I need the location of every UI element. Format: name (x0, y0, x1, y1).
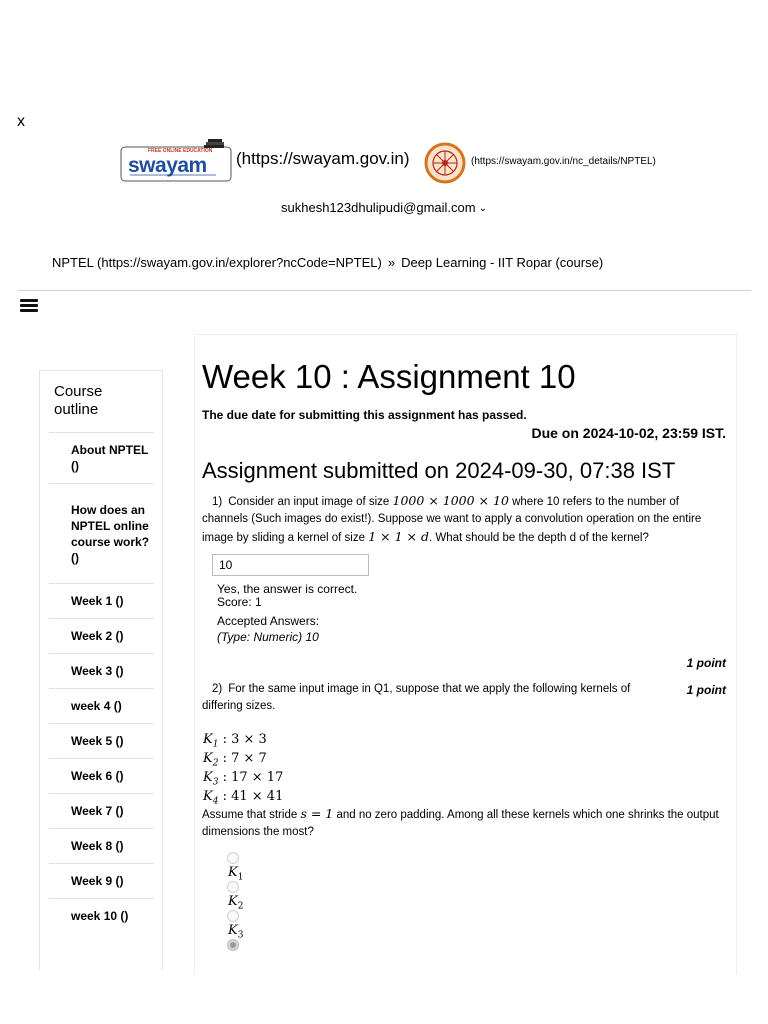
due-passed-notice: The due date for submitting this assignment has passed. (202, 408, 527, 422)
sidebar-item-week-2[interactable]: Week 2 () (49, 618, 154, 653)
sidebar-title: Course outline (54, 383, 103, 418)
kernel-item: $K_4$ : 41 × 41 (203, 789, 284, 807)
course-outline-sidebar (39, 370, 163, 970)
question-1-number: 1) (212, 496, 223, 508)
swayam-logo[interactable] (120, 139, 232, 183)
option-k1-radio[interactable] (227, 852, 239, 864)
math-stride: s = 1 (300, 806, 334, 821)
sidebar-item-week-4[interactable]: week 4 () (49, 688, 154, 723)
user-email: sukhesh123dhulipudi@gmail.com (281, 200, 476, 215)
page-title: Week 10 : Assignment 10 (202, 358, 576, 395)
option-k3-radio[interactable] (227, 910, 239, 922)
question-2-points: 1 point (686, 683, 726, 697)
score-text: Score: 1 (217, 595, 262, 609)
close-button[interactable]: x (17, 113, 25, 130)
chevron-down-icon: ⌄ (478, 203, 487, 214)
accepted-answers-value: (Type: Numeric) 10 (217, 630, 319, 644)
question-1-answer-input[interactable] (212, 554, 369, 576)
sidebar-item-week-7[interactable]: Week 7 () (49, 793, 154, 828)
accepted-answers-label: Accepted Answers: (217, 614, 320, 628)
option-k2-label: $K_2$ (228, 894, 244, 912)
question-2-number: 2) (212, 683, 223, 695)
option-k1-label: $K_1$ (228, 865, 244, 883)
question-2-followup: Assume that stride s = 1 and no zero padding. Among all these kernels which one shrinks the output dimensions the most? (202, 806, 719, 838)
user-menu[interactable] (0, 200, 768, 215)
question-1-text: 1) Consider an input image of size 1000 × 1000 × 10 where 10 refers to the number of channels (Such images do exist!). Suppose we want to apply a convolution operation on the entire image by sliding a kernel of size 1 × 1 × d. What should be the depth d of the kernel? (202, 493, 702, 544)
sidebar-item-week-1[interactable]: Week 1 () (49, 583, 154, 618)
feedback-correct: Yes, the answer is correct. (217, 582, 358, 596)
kernel-item: $K_2$ : 7 × 7 (203, 751, 267, 769)
due-date: Due on 2024-10-02, 23:59 IST. (531, 425, 726, 441)
question-1-feedback (217, 583, 357, 609)
hamburger-menu-icon[interactable] (20, 299, 38, 313)
breadcrumb-current: Deep Learning - IIT Ropar (course) (401, 255, 604, 270)
breadcrumb-separator: » (387, 255, 396, 270)
kernel-item: $K_1$ : 3 × 3 (203, 732, 267, 750)
sidebar-item-week-5[interactable]: Week 5 () (49, 723, 154, 758)
nptel-logo[interactable] (424, 142, 466, 184)
sidebar-item-week-9[interactable]: Week 9 () (49, 863, 154, 898)
kernel-list (203, 733, 283, 809)
math-kernel-size: 1 × 1 × d (368, 529, 429, 544)
kernel-item: $K_3$ : 17 × 17 (203, 770, 284, 788)
svg-text:swayam: swayam (128, 154, 207, 177)
sidebar-item-about-nptel[interactable]: About NPTEL () (49, 432, 154, 483)
breadcrumb (52, 255, 603, 270)
svg-text:FREE ONLINE EDUCATION: FREE ONLINE EDUCATION (148, 148, 213, 154)
sidebar-item-week-10[interactable]: week 10 () (49, 898, 154, 933)
option-k2-radio[interactable] (227, 881, 239, 893)
sidebar-item-week-6[interactable]: Week 6 () (49, 758, 154, 793)
question-1-points: 1 point (686, 656, 726, 670)
option-k3-label: $K_3$ (228, 923, 244, 941)
sidebar-item-how-course-works[interactable]: How does an NPTEL online course work? () (49, 483, 154, 583)
nptel-link[interactable]: (https://swayam.gov.in/nc_details/NPTEL) (471, 156, 656, 167)
sidebar-item-week-3[interactable]: Week 3 () (49, 653, 154, 688)
option-k4-radio[interactable] (227, 939, 239, 951)
divider (18, 290, 751, 291)
breadcrumb-nptel-link[interactable]: NPTEL (https://swayam.gov.in/explorer?ncCode=NPTEL) (52, 255, 382, 270)
sidebar-item-week-8[interactable]: Week 8 () (49, 828, 154, 863)
question-2-text: 2) For the same input image in Q1, suppose that we apply the following kernels of differing sizes. (202, 683, 631, 712)
submission-status: Assignment submitted on 2024-09-30, 07:38 IST (202, 458, 676, 483)
math-image-size: 1000 × 1000 × 10 (392, 493, 509, 508)
swayam-link[interactable]: (https://swayam.gov.in) (236, 149, 410, 168)
